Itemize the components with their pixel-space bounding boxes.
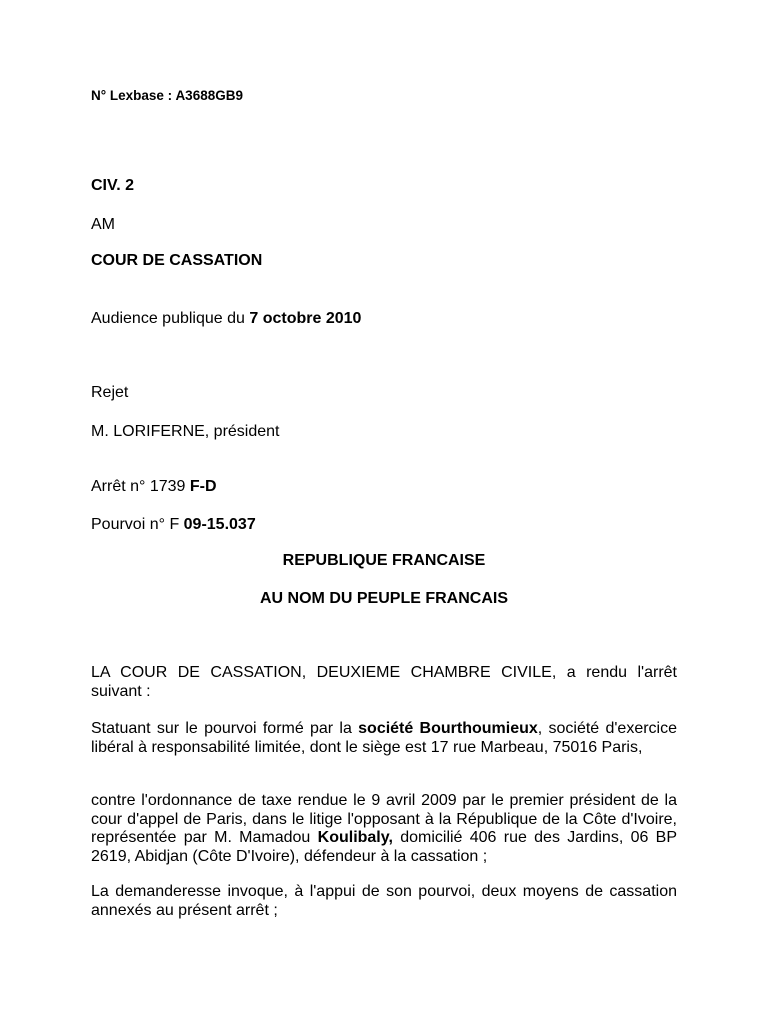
lexbase-label: N° Lexbase :: [91, 88, 176, 103]
hearing-prefix: Audience publique du: [91, 310, 250, 327]
arret-number-line: [91, 477, 217, 496]
people-heading: AU NOM DU PEUPLE FRANCAIS: [259, 590, 508, 607]
arret-prefix: Arrêt n° 1739: [91, 478, 190, 495]
clerk-initials: AM: [91, 216, 115, 233]
pourvoi-number-line: [91, 515, 256, 534]
hearing-date: 7 octobre 2010: [249, 310, 362, 327]
p1-text-a: Statuant sur le pourvoi formé par la: [91, 720, 359, 737]
paragraph-pourvoi: [91, 720, 677, 757]
lexbase-id: A3688GB9: [175, 88, 243, 103]
paragraph-ordonnance: [91, 792, 677, 866]
president-line: M. LORIFERNE, président: [91, 423, 280, 440]
hearing-line: [91, 309, 361, 328]
p1-text-b: , société d'exercice libéral à responsabilité limitée, dont le siège est 17 rue Marbeau, 75016 Paris,: [91, 720, 677, 756]
court-name: COUR DE CASSATION: [91, 252, 263, 269]
pourvoi-number: 09-15.037: [183, 516, 256, 533]
defendant-name: Koulibaly,: [317, 829, 393, 846]
intro-paragraph: LA COUR DE CASSATION, DEUXIEME CHAMBRE CIVILE, a rendu l'arrêt suivant :: [91, 664, 677, 700]
lexbase-reference: [91, 86, 243, 105]
arret-code: F-D: [189, 478, 217, 495]
p2-text-a: contre l'ordonnance de taxe rendue le 9 avril 2009 par le premier président de la cour d'appel de Paris, dans le litige l'opposant à la République de la Côte d'Ivoire, représentée par M. Mamadou: [91, 792, 677, 846]
chamber-code: CIV. 2: [91, 177, 134, 194]
decision-outcome: Rejet: [91, 384, 129, 401]
p2-text-b: domicilié 406 rue des Jardins, 06 BP 2619, Abidjan (Côte D'Ivoire), défendeur à la cassation ;: [91, 829, 678, 865]
paragraph-moyens: La demanderesse invoque, à l'appui de son pourvoi, deux moyens de cassation annexés au présent arrêt ;: [91, 883, 677, 919]
pourvoi-prefix: Pourvoi n° F: [91, 516, 184, 533]
republic-heading: REPUBLIQUE FRANCAISE: [282, 552, 486, 569]
company-name: société Bourthoumieux: [358, 720, 538, 737]
